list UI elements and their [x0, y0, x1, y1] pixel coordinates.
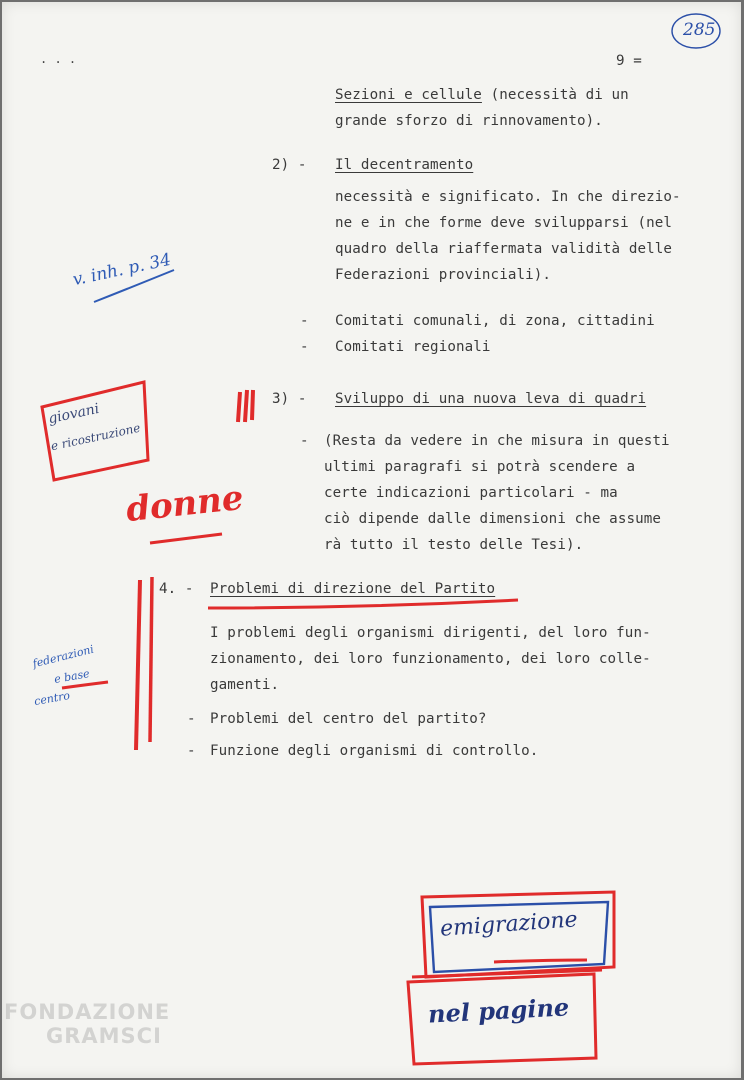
item3-number: 3) -: [272, 391, 307, 407]
watermark-line2: GRAMSCI: [46, 1024, 162, 1048]
red-vertical-bar-1: [136, 580, 140, 750]
page-marker: 9 =: [616, 53, 642, 69]
item4-line: gamenti.: [210, 677, 280, 693]
red-marker-3: [238, 390, 253, 422]
red-vertical-bar-2: [150, 577, 152, 742]
document-page: [2, 2, 741, 1078]
item4-sub-text: Problemi del centro del partito?: [210, 711, 487, 727]
item3-line: rà tutto il testo delle Tesi).: [324, 537, 584, 553]
item3-line: ciò dipende dalle dimensioni che assume: [324, 511, 662, 527]
item2-line: Federazioni provinciali).: [335, 267, 552, 283]
bottom-note-pagine: nel pagine: [427, 992, 570, 1029]
red-donne-note: donne: [124, 477, 246, 531]
item2-sub-text: Comitati regionali: [335, 339, 491, 355]
bottom-note-emigrazione: emigrazione: [439, 907, 579, 942]
item4-line: I problemi degli organismi dirigenti, del loro fun-: [210, 625, 651, 641]
item3-line: ultimi paragrafi si potrà scendere a: [324, 459, 636, 475]
item4-title: Problemi di direzione del Partito: [210, 581, 496, 597]
item4-sub-text: Funzione degli organismi di controllo.: [210, 743, 539, 759]
item3-dash: -: [300, 433, 309, 449]
item2-sub-dash: -: [300, 313, 309, 329]
section-title-underlined: Sezioni e cellule: [335, 87, 482, 103]
section-title-rest: (necessità di un: [481, 87, 629, 103]
red-arrow-line: [494, 960, 587, 962]
item4-line: zionamento, dei loro funzionamento, dei loro colle-: [210, 651, 651, 667]
item2-title: Il decentramento: [335, 157, 474, 173]
item3-line: certe indicazioni particolari - ma: [324, 485, 618, 501]
page-number-stamp: 285: [683, 20, 716, 40]
item2-sub-text: Comitati comunali, di zona, cittadini: [335, 313, 655, 329]
blue-left-note-line: centro: [33, 688, 71, 709]
item3-title: Sviluppo di una nuova leva di quadri: [335, 391, 647, 407]
red-box-note-line2: e ricostruzione: [49, 420, 142, 454]
section-title-line1: [335, 82, 629, 108]
section-title-line2: grande sforzo di rinnovamento).: [335, 113, 603, 129]
watermark-line1: FONDAZIONE: [4, 1000, 171, 1024]
red-box-note-line1: giovani: [46, 400, 101, 428]
item4-sub-dash: -: [187, 743, 196, 759]
item2-line: necessità e significato. In che direzio-: [335, 189, 681, 205]
item4-number: 4. -: [159, 581, 194, 597]
item2-sub-dash: -: [300, 339, 309, 355]
item2-number: 2) -: [272, 157, 307, 173]
header-dots: . . .: [40, 52, 77, 66]
fondazione-gramsci-watermark: [4, 1000, 194, 1048]
item2-line: quadro della riaffermata validità delle: [335, 241, 673, 257]
blue-left-note-line: federazioni: [31, 642, 96, 671]
blue-left-note-line: e base: [53, 666, 91, 687]
red-donne-underline: [150, 534, 222, 543]
blue-margin-note: v. inh. p. 34: [71, 249, 173, 291]
item2-line: ne e in che forme deve svilupparsi (nel: [335, 215, 673, 231]
item4-sub-dash: -: [187, 711, 196, 727]
item3-line: (Resta da vedere in che misura in questi: [324, 433, 670, 449]
